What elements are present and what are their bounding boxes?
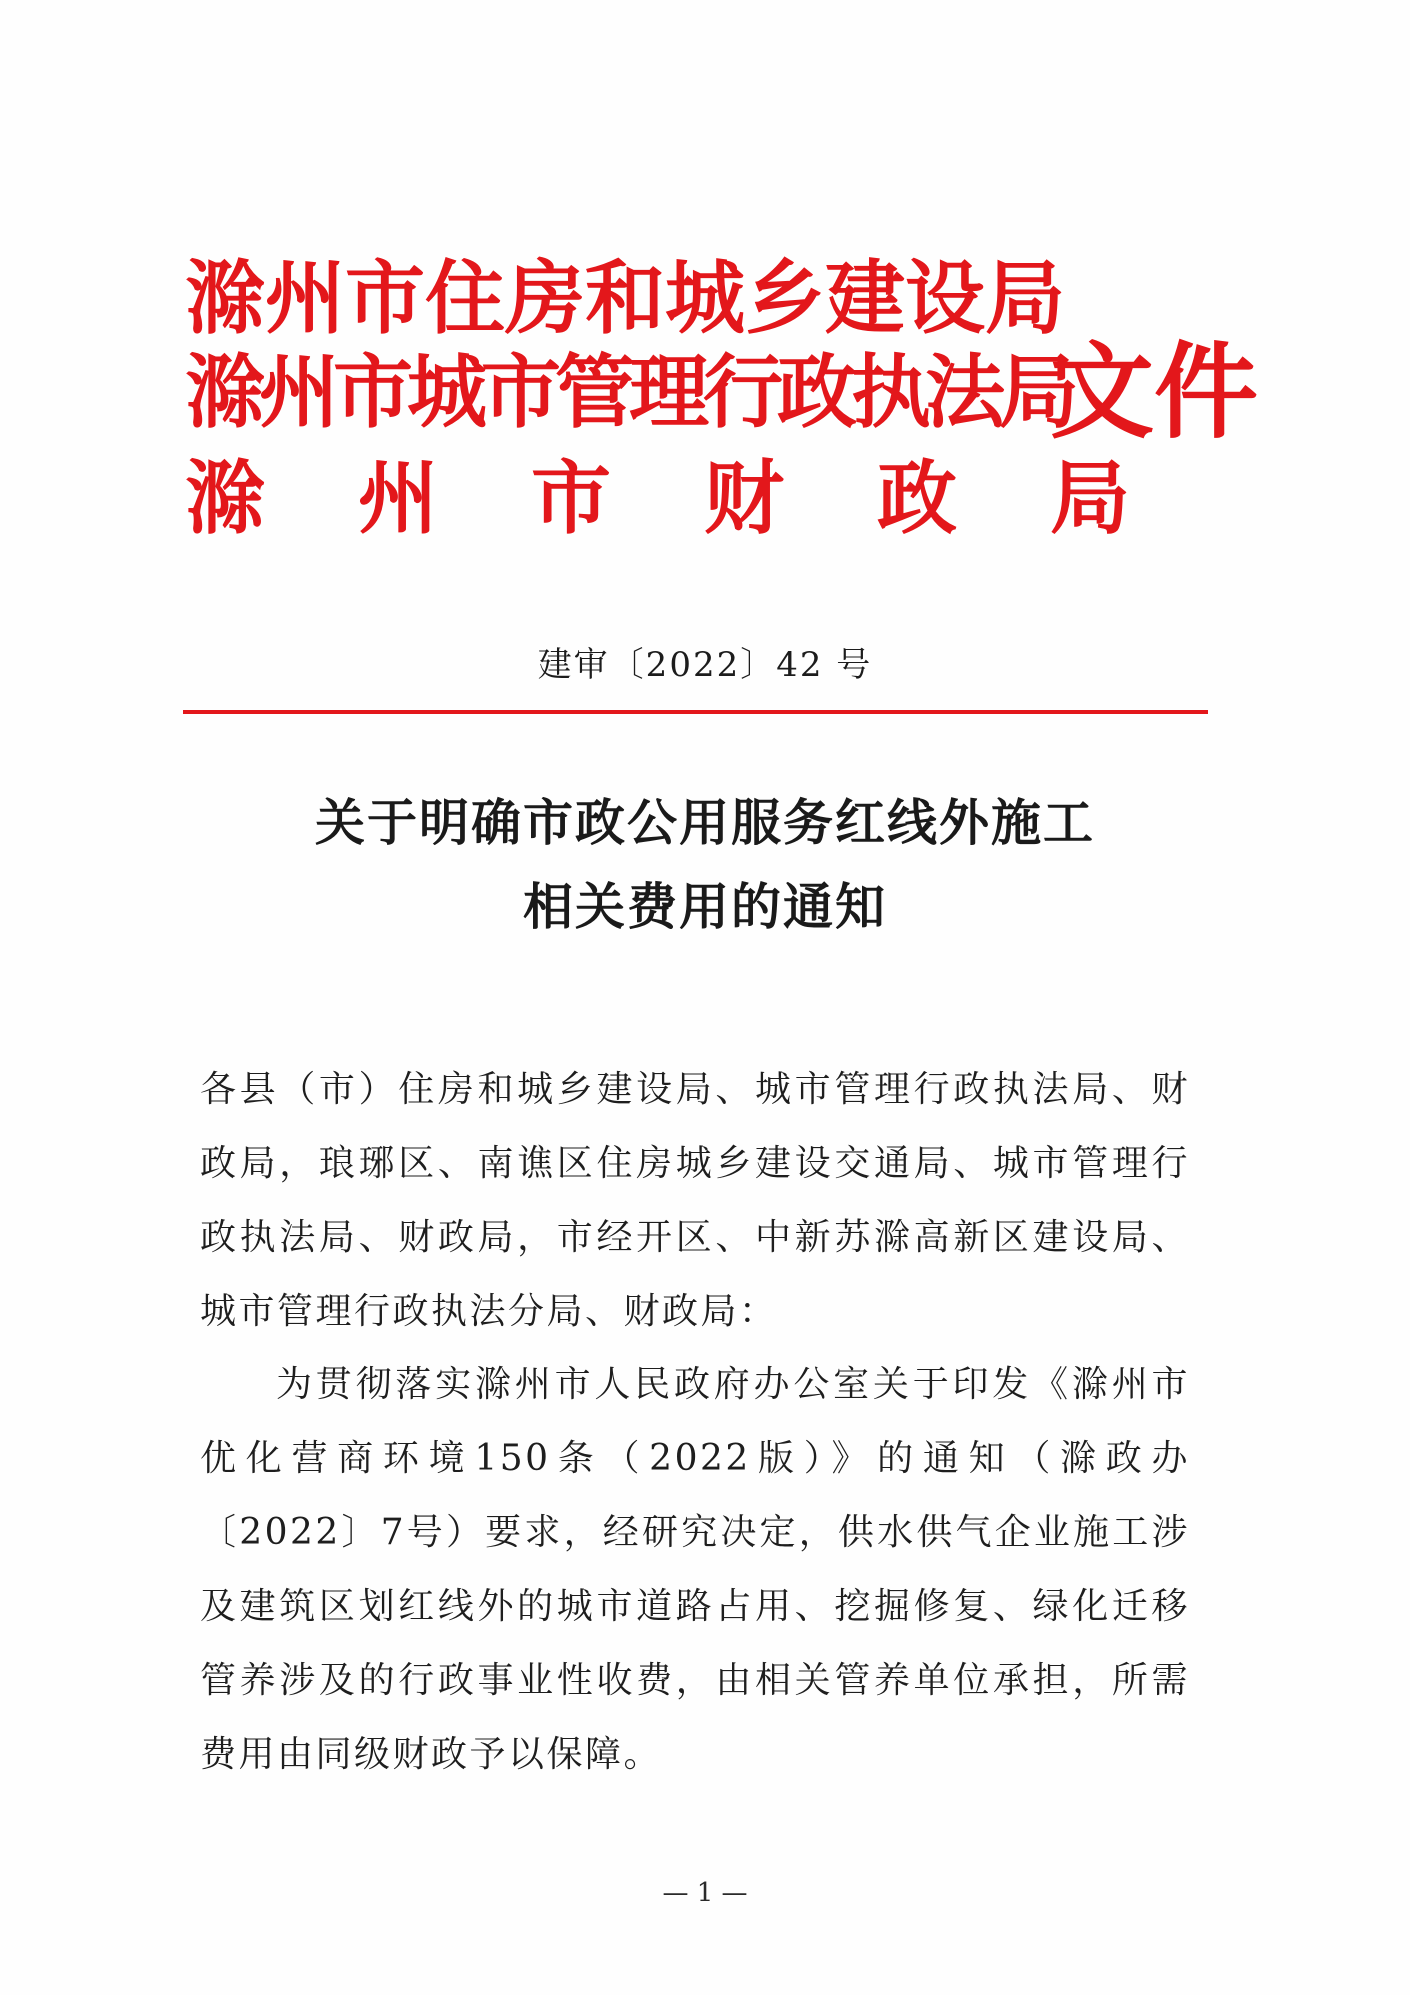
document-title-line-1: 关于明确市政公用服务红线外施工 xyxy=(315,793,1095,852)
issuer-finance-bureau: 滁州市财政局 xyxy=(185,451,1223,545)
issuer-urban-management-bureau: 滁州市城市管理行政执法局 xyxy=(185,345,1073,439)
document-type-label: 文件 xyxy=(1050,330,1259,453)
document-title-line-2: 相关费用的通知 xyxy=(523,877,887,936)
red-divider-line xyxy=(183,710,1208,714)
body-paragraph-1: 为贯彻落实滁州市人民政府办公室关于印发《滁州市优化营商环境150条（2022版）》的通知（滁政办〔2022〕7号）要求，经研究决定，供水供气企业施工涉及建筑区划红线外的城市道路占用、挖掘修复、绿化迁移管养涉及的行政事业性收费，由相关管养单位承担，所需费用由同级财政予以保障。 xyxy=(200,1364,1190,1775)
recipients-paragraph: 各县（市）住房和城乡建设局、城市管理行政执法局、财政局，琅琊区、南谯区住房城乡建设交通局、城市管理行政执法局、财政局，市经开区、中新苏滁高新区建设局、城市管理行政执法分局、财政局： xyxy=(200,1069,1190,1332)
issuer-housing-bureau: 滁州市住房和城乡建设局 xyxy=(185,251,1065,345)
page-number: — 1 — xyxy=(662,1878,748,1908)
document-number: 建审〔2022〕42 号 xyxy=(537,645,873,685)
